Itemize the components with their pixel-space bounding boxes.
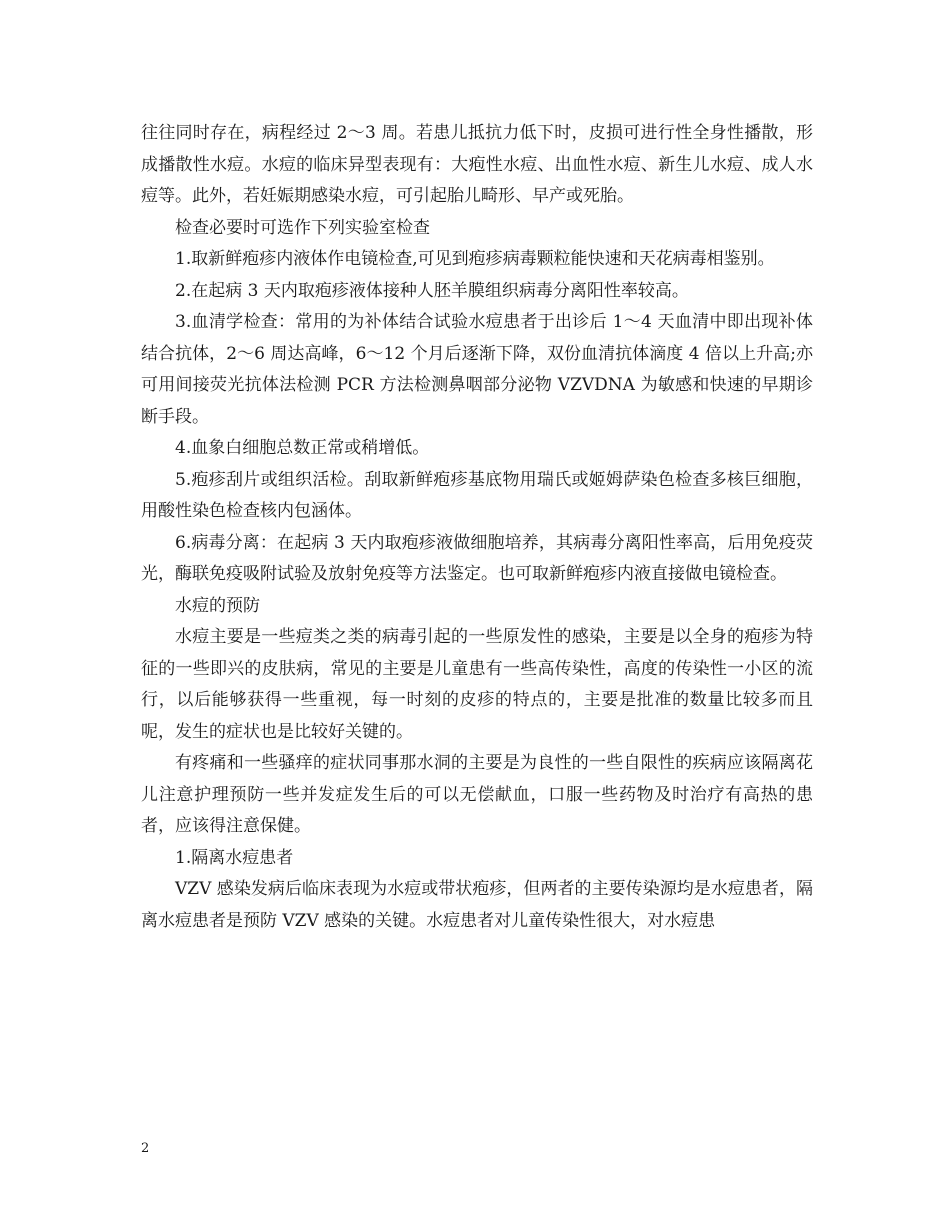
paragraph: 6.病毒分离：在起病 3 天内取疱疹液做细胞培养，其病毒分离阳性率高，后用免疫荧光，酶联免疫吸附试验及放射免疫等方法鉴定。也可取新鲜疱疹内液直接做电镜检查。 bbox=[141, 532, 813, 584]
paragraph: 4.血象白细胞总数正常或稍增低。 bbox=[175, 438, 430, 458]
paragraph: 2.在起病 3 天内取疱疹液体接种人胚羊膜组织病毒分离阳性率较高。 bbox=[175, 280, 689, 301]
paragraph: 水痘主要是一些痘类之类的病毒引起的一些原发性的感染，主要是以全身的疱疹为特征的一些即兴的皮肤病，常见的主要是儿童患有一些高传染性，高度的传染性一小区的流行，以后能够获得一些重视，每一时刻的皮疹的特点的，主要是批准的数量比较多而且呢，发生的症状也是比较好关键的。 bbox=[141, 627, 813, 742]
section-heading: 水痘的预防 bbox=[175, 595, 260, 616]
paragraph: 5.疱疹刮片或组织活检。刮取新鲜疱疹基底物用瑞氏或姬姆萨染色检查多核巨细胞，用酸性染色检查核内包涵体。 bbox=[141, 469, 813, 521]
paragraph: 有疼痛和一些骚痒的症状同事那水洞的主要是为良性的一些自限性的疾病应该隔离花儿注意护理预防一些并发症发生后的可以无偿献血，口服一些药物及时治疗有高热的患者，应该得注意保健。 bbox=[141, 753, 813, 836]
page-number: 2 bbox=[141, 1141, 150, 1156]
paragraph: 1.取新鲜疱疹内液体作电镜检查,可见到疱疹病毒颗粒能快速和天花病毒相鉴别。 bbox=[175, 249, 775, 269]
paragraph: 检查必要时可选作下列实验室检查 bbox=[175, 217, 430, 238]
paragraph: 3.血清学检查：常用的为补体结合试验水痘患者于出诊后 1～4 天血清中即出现补体结合抗体，2～6 周达高峰，6～12 个月后逐渐下降，双份血清抗体滴度 4 倍以上升高;亦可用间接荧光抗体法检测 PCR 方法检测鼻咽部分泌物 VZVDNA 为敏感和快速的早期诊断手段。 bbox=[141, 312, 813, 427]
paragraph: VZV 感染发病后临床表现为水痘或带状疱疹，但两者的主要传染源均是水痘患者，隔离水痘患者是预防 VZV 感染的关键。水痘患者对儿童传染性很大，对水痘患 bbox=[141, 879, 813, 931]
paragraph: 往往同时存在，病程经过 2～3 周。若患儿抵抗力低下时，皮损可进行性全身性播散，形成播散性水痘。水痘的临床异型表现有：大疱性水痘、出血性水痘、新生儿水痘、成人水痘等。此外，若妊娠期感染水痘，可引起胎儿畸形、早产或死胎。 bbox=[141, 123, 813, 206]
document-body bbox=[141, 118, 813, 937]
paragraph: 1.隔离水痘患者 bbox=[175, 847, 294, 868]
